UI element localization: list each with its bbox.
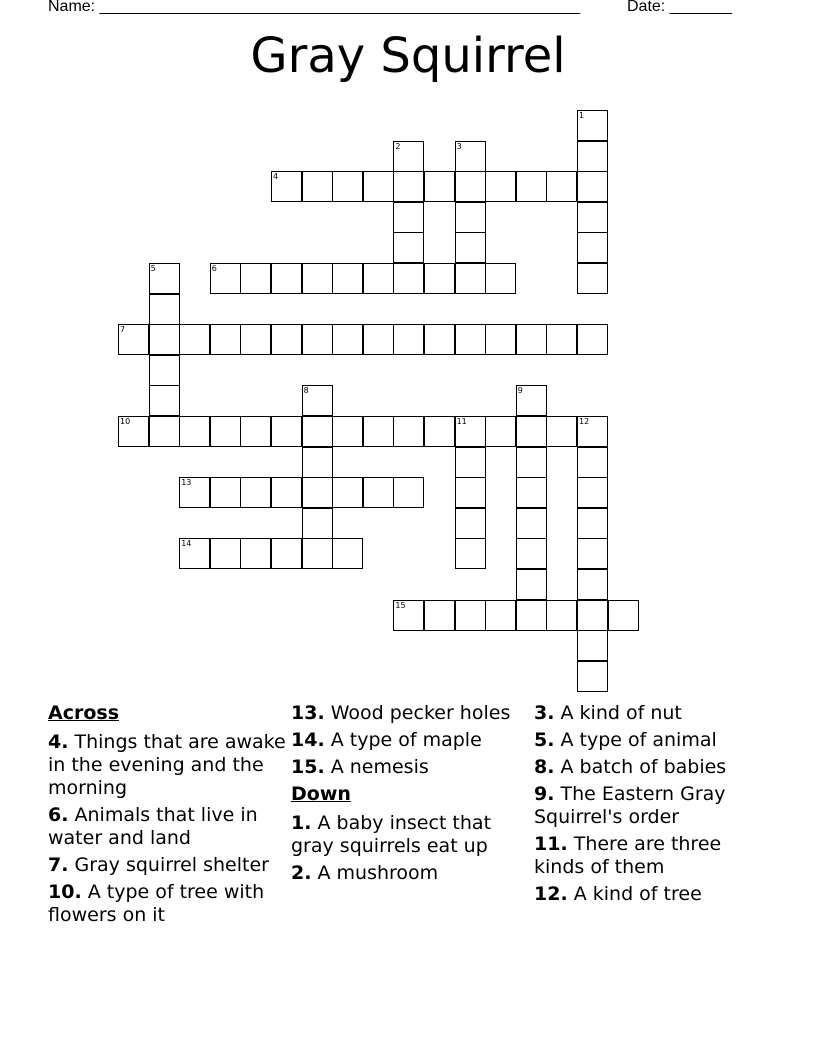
crossword-cell[interactable]: [240, 416, 271, 447]
date-field-line: Date: _______: [627, 0, 732, 15]
clue-number: 11.: [534, 833, 568, 855]
clue-text: A kind of nut: [560, 702, 682, 724]
clue-text: Wood pecker holes: [330, 702, 511, 724]
clue-text: A baby insect that gray squirrels eat up: [291, 812, 492, 857]
crossword-cell[interactable]: [210, 477, 241, 508]
crossword-cell[interactable]: [516, 416, 547, 447]
cell-number: 12: [579, 417, 590, 426]
cell-number: 14: [181, 539, 192, 549]
cell-number: 1: [579, 111, 585, 120]
crossword-cell[interactable]: [516, 538, 547, 569]
crossword-cell[interactable]: [516, 447, 547, 478]
crossword-cell[interactable]: [577, 202, 608, 233]
crossword-cell[interactable]: [516, 385, 547, 416]
down-clue: [534, 729, 772, 752]
clue-number: 3.: [534, 702, 555, 724]
crossword-cell[interactable]: [424, 600, 455, 631]
clue-text: A mushroom: [317, 862, 439, 884]
crossword-cell[interactable]: [179, 477, 210, 508]
crossword-cell[interactable]: [332, 324, 363, 355]
crossword-cell[interactable]: [118, 416, 149, 447]
clue-text: A kind of tree: [573, 883, 702, 905]
crossword-cell[interactable]: [302, 416, 333, 447]
crossword-cell[interactable]: [424, 171, 455, 202]
crossword-cell[interactable]: [118, 324, 149, 355]
crossword-cell[interactable]: [516, 477, 547, 508]
down-clue: [534, 702, 772, 725]
clue-number: 14.: [291, 729, 325, 751]
clue-text: A type of tree with flowers on it: [48, 881, 265, 926]
crossword-cell[interactable]: [332, 477, 363, 508]
clue-number: 9.: [534, 783, 555, 805]
crossword-cell[interactable]: [302, 171, 333, 202]
crossword-cell[interactable]: [577, 447, 608, 478]
across-clue: [48, 854, 286, 877]
crossword-cell[interactable]: [363, 416, 394, 447]
crossword-cell[interactable]: [393, 477, 424, 508]
crossword-cell[interactable]: [149, 324, 180, 355]
clue-number: 13.: [291, 702, 325, 724]
crossword-cell[interactable]: [240, 263, 271, 294]
across-heading: Across: [48, 702, 120, 724]
crossword-cell[interactable]: [149, 263, 180, 294]
crossword-cell[interactable]: [210, 263, 241, 294]
cell-number: 15: [395, 600, 406, 610]
crossword-cell[interactable]: [393, 324, 424, 355]
cell-number: 7: [120, 325, 126, 335]
crossword-cell[interactable]: [363, 171, 394, 202]
crossword-cell[interactable]: [577, 232, 608, 263]
crossword-cell[interactable]: [577, 538, 608, 569]
page-title: Gray Squirrel: [250, 28, 566, 84]
clue-column-3: [534, 702, 772, 910]
across-clue: [291, 756, 529, 779]
cell-number: 10: [120, 417, 131, 426]
crossword-cell[interactable]: [424, 416, 455, 447]
clue-text: Animals that live in water and land: [48, 804, 258, 849]
clue-text: Gray squirrel shelter: [74, 854, 269, 876]
crossword-cell[interactable]: [485, 416, 516, 447]
cell-number: 6: [211, 264, 217, 273]
crossword-cell[interactable]: [577, 324, 608, 355]
crossword-cell[interactable]: [393, 141, 424, 172]
crossword-cell[interactable]: [332, 263, 363, 294]
crossword-cell[interactable]: [455, 202, 486, 233]
clue-text: A batch of babies: [560, 756, 727, 778]
crossword-cell[interactable]: [393, 416, 424, 447]
crossword-cell[interactable]: [455, 141, 486, 172]
crossword-cell[interactable]: [485, 324, 516, 355]
crossword-cell[interactable]: [210, 416, 241, 447]
crossword-cell[interactable]: [271, 324, 302, 355]
clue-column-2: [291, 702, 529, 889]
crossword-cell[interactable]: [546, 600, 577, 631]
crossword-cell[interactable]: [546, 416, 577, 447]
across-clue: [48, 731, 286, 800]
clue-text: A type of animal: [560, 729, 717, 751]
clue-text: The Eastern Gray Squirrel's order: [534, 783, 726, 828]
crossword-cell[interactable]: [577, 141, 608, 172]
crossword-cell[interactable]: [577, 569, 608, 600]
clue-text: Things that are awake in the evening and the morning: [48, 731, 286, 799]
crossword-cell[interactable]: [332, 416, 363, 447]
crossword-cell[interactable]: [516, 569, 547, 600]
clue-text: A nemesis: [330, 756, 429, 778]
crossword-cell[interactable]: [179, 538, 210, 569]
crossword-cell[interactable]: [271, 477, 302, 508]
clue-number: 12.: [534, 883, 568, 905]
crossword-cell[interactable]: [179, 416, 210, 447]
across-clue: [48, 881, 286, 927]
crossword-cell[interactable]: [455, 600, 486, 631]
down-clue: [291, 812, 529, 858]
clue-number: 4.: [48, 731, 69, 753]
crossword-cell[interactable]: [210, 324, 241, 355]
crossword-cell[interactable]: [577, 477, 608, 508]
crossword-cell[interactable]: [302, 385, 333, 416]
crossword-cell[interactable]: [210, 538, 241, 569]
crossword-cell[interactable]: [577, 661, 608, 692]
crossword-cell[interactable]: [455, 447, 486, 478]
crossword-cell[interactable]: [240, 477, 271, 508]
cell-number: 8: [303, 386, 309, 396]
crossword-cell[interactable]: [516, 508, 547, 539]
cell-number: 5: [150, 264, 156, 273]
down-clue: [534, 783, 772, 829]
down-clue: [534, 756, 772, 779]
clue-number: 7.: [48, 854, 69, 876]
crossword-cell[interactable]: [424, 263, 455, 294]
crossword-cell[interactable]: [302, 447, 333, 478]
cell-number: 3: [456, 141, 462, 151]
name-field-line: Name: ______________________________________________________: [48, 0, 581, 15]
crossword-cell[interactable]: [485, 263, 516, 294]
down-clue: [534, 833, 772, 879]
clue-number: 1.: [291, 812, 312, 834]
crossword-cell[interactable]: [546, 324, 577, 355]
clue-number: 8.: [534, 756, 555, 778]
crossword-cell[interactable]: [332, 171, 363, 202]
crossword-cell[interactable]: [179, 324, 210, 355]
crossword-cell[interactable]: [516, 600, 547, 631]
crossword-cell[interactable]: [393, 263, 424, 294]
clue-text: There are three kinds of them: [534, 833, 722, 878]
crossword-cell[interactable]: [240, 538, 271, 569]
cell-number: 13: [181, 478, 192, 488]
crossword-cell[interactable]: [485, 600, 516, 631]
cell-number: 9: [517, 386, 523, 396]
crossword-cell[interactable]: [302, 477, 333, 508]
crossword-cell[interactable]: [455, 477, 486, 508]
crossword-cell[interactable]: [332, 538, 363, 569]
down-heading: Down: [291, 783, 351, 805]
down-clue: [534, 883, 772, 906]
crossword-cell[interactable]: [516, 324, 547, 355]
clue-column-1: [48, 702, 286, 931]
crossword-cell[interactable]: [393, 202, 424, 233]
crossword-cell[interactable]: [302, 508, 333, 539]
crossword-cell[interactable]: [393, 232, 424, 263]
across-clue: [291, 702, 529, 725]
crossword-cell[interactable]: [393, 600, 424, 631]
crossword-cell[interactable]: [455, 232, 486, 263]
crossword-cell[interactable]: [149, 385, 180, 416]
crossword-cell[interactable]: [577, 416, 608, 447]
crossword-cell[interactable]: [455, 508, 486, 539]
crossword-cell[interactable]: [302, 538, 333, 569]
clue-number: 10.: [48, 881, 82, 903]
crossword-cell[interactable]: [608, 600, 639, 631]
across-clue: [291, 729, 529, 752]
crossword-cell[interactable]: [546, 171, 577, 202]
crossword-cell[interactable]: [455, 324, 486, 355]
crossword-cell[interactable]: [577, 600, 608, 631]
crossword-cell[interactable]: [271, 263, 302, 294]
clue-text: A type of maple: [330, 729, 482, 751]
crossword-cell[interactable]: [393, 171, 424, 202]
crossword-cell[interactable]: [240, 324, 271, 355]
clue-number: 2.: [291, 862, 312, 884]
crossword-cell[interactable]: [455, 416, 486, 447]
across-clue: [48, 804, 286, 850]
crossword-cell[interactable]: [455, 538, 486, 569]
crossword-cell[interactable]: [424, 324, 455, 355]
crossword-cell[interactable]: [363, 263, 394, 294]
crossword-cell[interactable]: [485, 171, 516, 202]
crossword-cell[interactable]: [271, 538, 302, 569]
crossword-cell[interactable]: [149, 355, 180, 386]
clue-number: 15.: [291, 756, 325, 778]
crossword-cell[interactable]: [455, 263, 486, 294]
crossword-cell[interactable]: [577, 263, 608, 294]
crossword-cell[interactable]: [577, 110, 608, 141]
crossword-cell[interactable]: [363, 324, 394, 355]
cell-number: 2: [395, 141, 401, 151]
crossword-cell[interactable]: [577, 171, 608, 202]
cell-number: 11: [456, 417, 467, 426]
crossword-cell[interactable]: [577, 508, 608, 539]
crossword-cell[interactable]: [302, 324, 333, 355]
crossword-cell[interactable]: [455, 171, 486, 202]
crossword-cell[interactable]: [271, 416, 302, 447]
crossword-cell[interactable]: [149, 294, 180, 325]
crossword-cell[interactable]: [271, 171, 302, 202]
crossword-cell[interactable]: [149, 416, 180, 447]
clue-number: 5.: [534, 729, 555, 751]
cell-number: 4: [273, 172, 279, 182]
crossword-cell[interactable]: [577, 630, 608, 661]
down-clue: [291, 862, 529, 885]
crossword-cell[interactable]: [302, 263, 333, 294]
crossword-cell[interactable]: [516, 171, 547, 202]
crossword-cell[interactable]: [363, 477, 394, 508]
clue-number: 6.: [48, 804, 69, 826]
